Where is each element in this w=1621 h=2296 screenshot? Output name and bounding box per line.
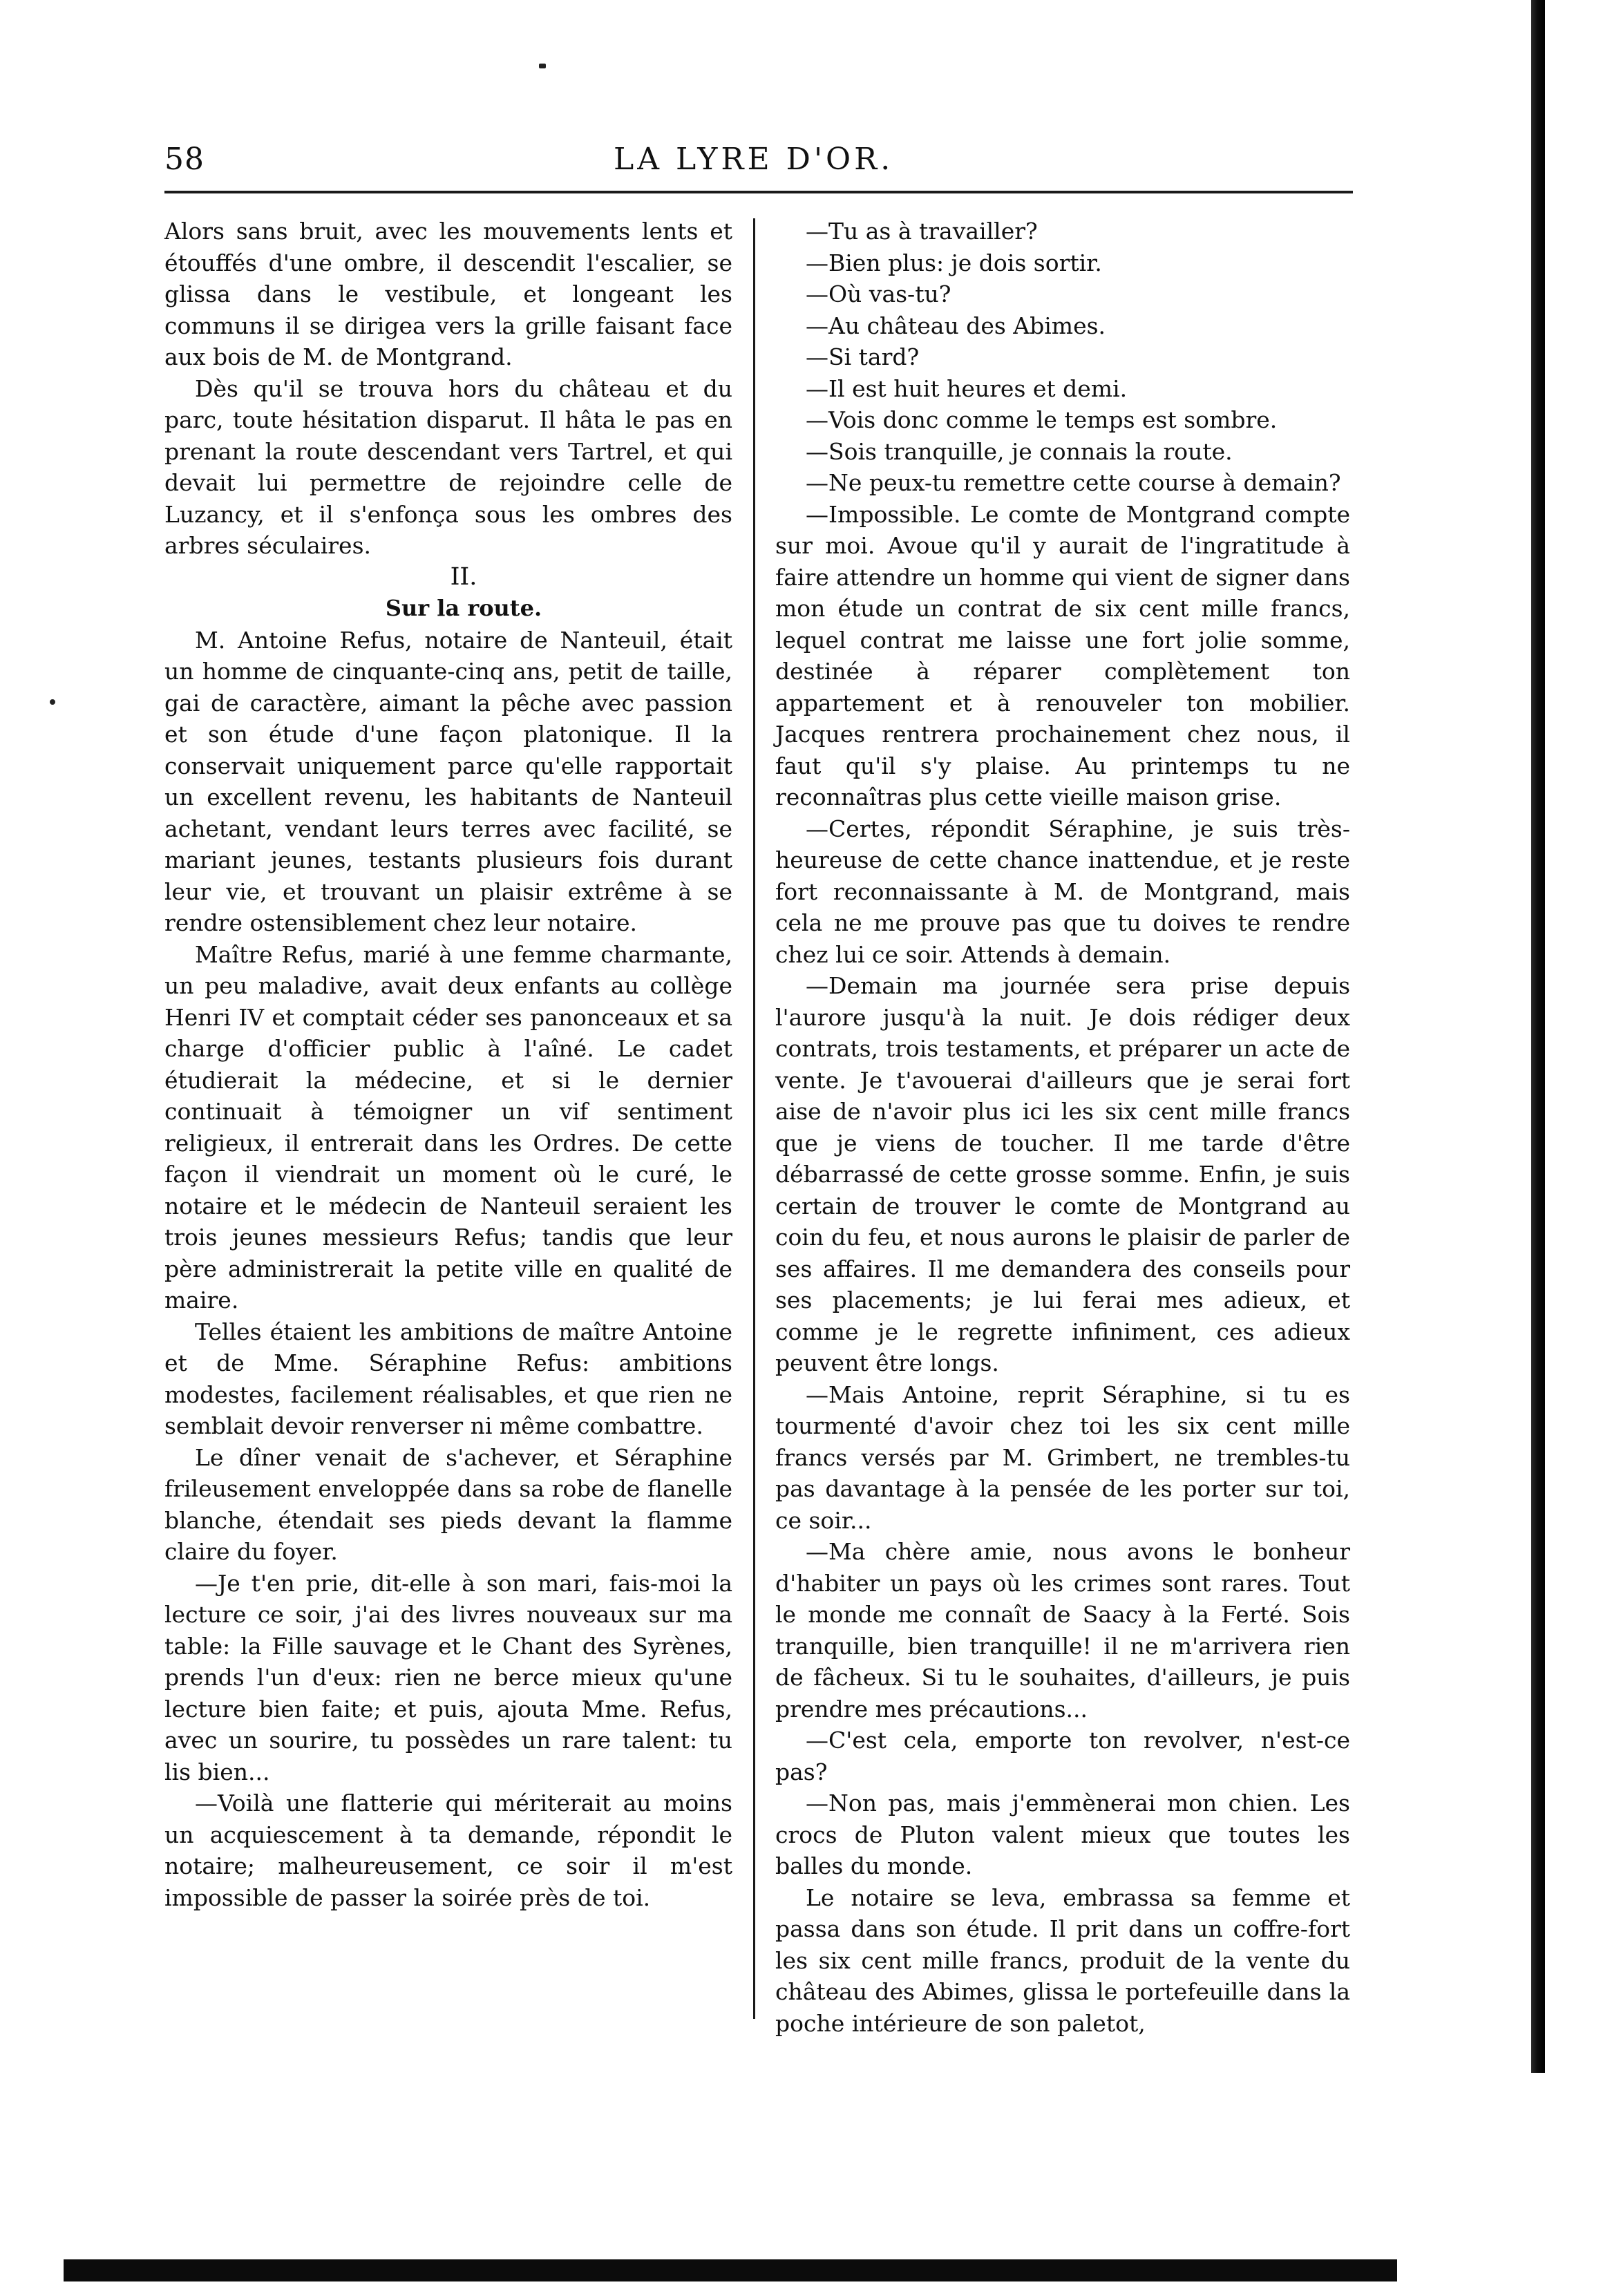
paragraph: —Non pas, mais j'emmènerai mon chien. Les crocs de Pluton valent mieux que toutes les balles du monde. (775, 1790, 1350, 1879)
paragraph: Telles étaient les ambitions de maître Antoine et de Mme. Séraphine Refus: ambitions modestes, facilement réalisables, et que rien ne semblait devoir renverser ni même combattre. (164, 1318, 732, 1439)
dialogue-line: —Vois donc comme le temps est sombre. (806, 406, 1278, 433)
scan-speck (539, 64, 546, 68)
left-column (164, 216, 732, 1913)
header-rule (164, 191, 1353, 193)
paragraph: —Mais Antoine, reprit Séraphine, si tu es tourmenté d'avoir chez toi les six cent mille francs versés par M. Grimbert, ne trembles-tu pas davantage à la pensée de les porter sur toi, ce soir... (775, 1381, 1350, 1534)
dialogue-line: —Il est huit heures et demi. (806, 374, 1128, 402)
right-column (775, 216, 1350, 2039)
dialogue-line: —Tu as à travailler? (806, 218, 1038, 245)
paragraph: Maître Refus, marié à une femme charmante, un peu maladive, avait deux enfants au collège Henri IV et comptait céder ses panonceaux et sa charge d'officier public à l'aîné. Le cadet étudierait la médecine, et si le dernier continuait à témoigner un vif sentiment religieux, il entrerait dans les Ordres. De cette façon il viendrait un moment où le curé, le notaire et le médecin de Nanteuil seraient les trois jeunes messieurs Refus; tandis que leur père administrerait la petite ville en qualité de maire. (164, 940, 732, 1313)
paragraph: —Impossible. Le comte de Montgrand compte sur moi. Avoue qu'il y aurait de l'ingratitude à faire attendre un homme qui vient de signer dans mon étude un contrat de six cent mille francs, lequel contrat me laisse une fort jolie somme, destinée à réparer complètement ton appartement et à renouveler ton mobilier. Jacques rentrera prochainement chez nous, il faut qu'il s'y plaise. Au printemps tu ne reconnaîtras plus cette vieille maison grise. (775, 500, 1350, 810)
paragraph: —C'est cela, emporte ton revolver, n'est-ce pas? (775, 1727, 1350, 1785)
dialogue-line: —Si tard? (806, 343, 920, 370)
paragraph: —Demain ma journée sera prise depuis l'aurore jusqu'à la nuit. Je dois rédiger deux contrats, trois testaments, et préparer un acte de vente. Je t'avouerai d'ailleurs que je serai fort aise de n'avoir plus ici les six cent mille francs que je viens de toucher. Il me tarde d'être débarrassé de cette grosse somme. Enfin, je suis certain de trouver le comte de Montgrand au coin du feu, et nous aurons le plaisir de parler de ses affaires. Il me demandera des conseils pour ses placements; je lui ferai mes adieux, et comme je le regrette infiniment, ces adieux peuvent être longs. (775, 972, 1350, 1376)
dialogue-line: —Au château des Abimes. (806, 312, 1106, 339)
dialogue-line: —Sois tranquille, je connais la route. (806, 437, 1233, 465)
scan-dot (50, 699, 55, 705)
paragraph: —Je t'en prie, dit-elle à son mari, fais-moi la lecture ce soir, j'ai des livres nouveaux sur ma table: la Fille sauvage et le Chant des Syrènes, prends l'un d'eux: rien ne berce mieux qu'une lecture bien faite; et puis, ajouta Mme. Refus, avec un sourire, tu possèdes un rare talent: tu lis bien... (164, 1569, 732, 1785)
scan-bottom-bar (64, 2259, 1397, 2281)
dialogue-line: —Où vas-tu? (806, 281, 951, 307)
page-number: 58 (164, 142, 205, 177)
paragraph: —Voilà une flatterie qui mériterait au moins un acquiescement à ta demande, répondit le notaire; malheureusement, ce soir il m'est impossible de passer la soirée près de toi. (164, 1790, 732, 1911)
paragraph: M. Antoine Refus, notaire de Nanteuil, était un homme de cinquante-cinq ans, petit de taille, gai de caractère, aimant la pêche avec passion et son étude d'une façon platonique. Il la conservait uniquement parce qu'elle rapportait un excellent revenu, les habitants de Nanteuil achetant, vendant leurs terres avec facilité, se mariant jeunes, testants plusieurs fois durant leur vie, et trouvant un plaisir extrême à se rendre ostensiblement chez leur notaire. (164, 626, 732, 936)
dialogue-line: —Ne peux-tu remettre cette course à demain? (806, 469, 1341, 496)
dialogue-line: —Bien plus: je dois sortir. (806, 249, 1102, 276)
running-title: LA LYRE D'OR. (614, 142, 894, 177)
section-number: II. (450, 562, 477, 591)
section-title: Sur la route. (385, 595, 542, 621)
paragraph: Alors sans bruit, avec les mouvements lents et étouffés d'une ombre, il descendit l'escalier, se glissa dans le vestibule, et longeant les communs il se dirigea vers la grille faisant face aux bois de M. de Montgrand. (164, 218, 732, 370)
scan-edge-shadow (1531, 0, 1545, 2073)
paragraph: —Certes, répondit Séraphine, je suis très-heureuse de cette chance inattendue, et je reste fort reconnaissante à M. de Montgrand, mais cela ne me prouve pas que tu doives te rendre chez lui ce soir. Attends à demain. (775, 815, 1350, 968)
column-divider (753, 218, 755, 2019)
paragraph: Le dîner venait de s'achever, et Séraphine frileusement enveloppée dans sa robe de flanelle blanche, étendait ses pieds devant la flamme claire du foyer. (164, 1443, 732, 1565)
paragraph: Le notaire se leva, embrassa sa femme et passa dans son étude. Il prit dans un coffre-fort les six cent mille francs, produit de la vente du château des Abimes, glissa le portefeuille dans la poche intérieure de son paletot, (775, 1884, 1350, 2037)
paragraph: —Ma chère amie, nous avons le bonheur d'habiter un pays où les crimes sont rares. Tout le monde me connaît de Saacy à la Ferté. Sois tranquille, bien tranquille! il ne m'arrivera rien de fâcheux. Si tu le souhaites, d'ailleurs, je puis prendre mes précautions... (775, 1538, 1350, 1723)
paragraph: Dès qu'il se trouva hors du château et du parc, toute hésitation disparut. Il hâta le pas en prenant la route descendant vers Tartrel, et qui devait lui permettre de rejoindre celle de Luzancy, et il s'enfonça sous les ombres des arbres séculaires. (164, 374, 732, 559)
